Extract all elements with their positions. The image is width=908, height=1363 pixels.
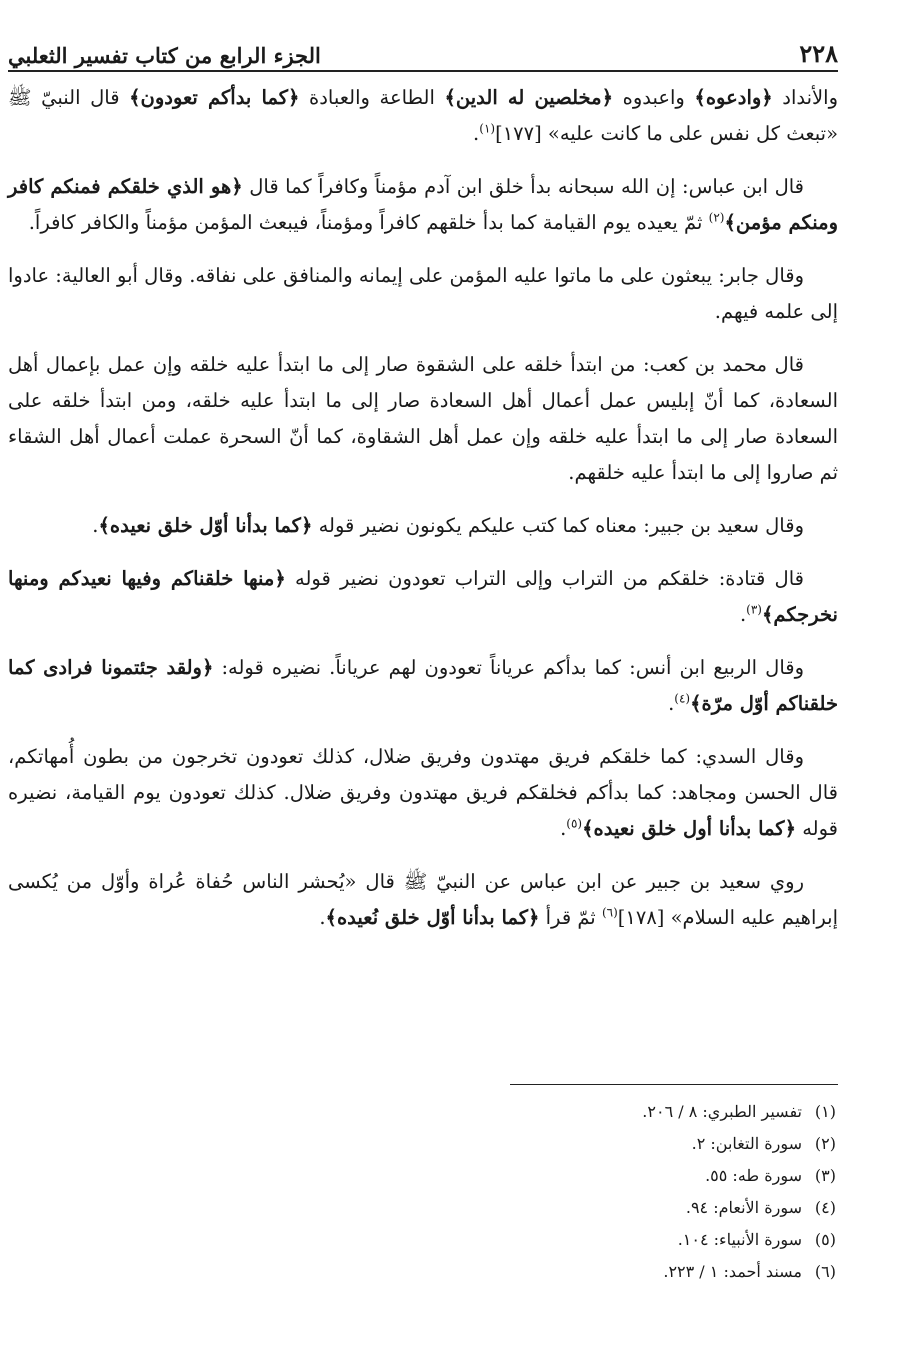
footnotes <box>8 1096 836 1288</box>
footnote-text: سورة التغابن: ٢. <box>691 1134 802 1153</box>
text-run: ثمّ قرأ <box>539 906 602 929</box>
quran-quote: ﴿كما بدأنا أوّل خلق نعيده﴾ <box>98 514 313 537</box>
text-run: قال قتادة: خلقكم من التراب وإلى التراب تعودون نضير قوله <box>285 567 804 590</box>
text-run: واعبدوه <box>613 86 695 109</box>
quran-quote: ﴿هو الذي خلقكم فمنكم كافر ومنكم مؤمن﴾ <box>8 175 838 234</box>
paragraph <box>8 561 838 633</box>
quran-quote: ﴿ولقد جئتمونا فرادى كما خلقناكم أوّل مرّة﴾ <box>8 656 838 715</box>
text-run: وقال السدي: كما خلقكم فريق مهتدون وفريق ضلال، كذلك تعودون تخرجون من بطون أُمهاتكم، قال الحسن ومجاهد: كما بدأكم فخلقكم فريق مهتدون وفريق ضلال. كذلك تعودون يوم القيامة، نضيره قوله <box>8 745 838 840</box>
text-run: ثمّ يعيده يوم القيامة كما بدأ خلقهم كافراً ومؤمناً، فيبعث المؤمن مؤمناً والكافر كافراً. <box>28 211 709 234</box>
quran-quote: ﴿كما بدأكم تعودون﴾ <box>129 86 300 109</box>
footnote-ref: (٦) <box>601 905 618 920</box>
footnote-ref: (٣) <box>746 602 762 617</box>
footnote-item <box>8 1192 836 1224</box>
paragraph <box>8 650 838 722</box>
text-run: وقال الربيع ابن أنس: كما بدأكم عرياناً تعودون لهم عرياناً. نضيره قوله: <box>213 656 804 679</box>
text-run: . <box>319 906 326 929</box>
footnote-number: (١) <box>814 1102 836 1121</box>
page-header <box>8 28 838 68</box>
quran-quote: ﴿وادعوه﴾ <box>694 86 773 109</box>
header-rule <box>8 70 838 72</box>
footnote-number: (٦) <box>814 1262 836 1281</box>
text-run: . <box>560 817 567 840</box>
footnote-item <box>8 1128 836 1160</box>
footnote-ref: (١) <box>479 121 496 136</box>
footnote-item <box>8 1096 836 1128</box>
paragraph <box>8 347 838 491</box>
footnote-number: (٣) <box>814 1166 836 1185</box>
footnote-separator <box>510 1084 838 1085</box>
text-run: قال محمد بن كعب: من ابتدأ خلقه على الشقوة صار إلى ما ابتدأ عليه خلقه وإن عمل بإعمال أهل السعادة، كما أنّ إبليس عمل أعمال أهل السعادة صار إلى ما ابتدأ عليه خلقه، ومن ابتدأ خلقه على السعادة صار إلى ما ابتدأ عليه خلقه وإن عمل أهل الشقاوة، كما أنّ السحرة عملت أعمال أهل الشقاء ثم صاروا إلى ما ابتدأ عليه خلقهم. <box>8 353 838 484</box>
footnote-text: سورة الأنبياء: ١٠٤. <box>677 1230 802 1249</box>
text-run: . <box>739 603 747 626</box>
footnote-ref: (٥) <box>566 816 583 831</box>
text-run: قال النبيّ ﷺ «تبعث كل نفس على ما كانت عليه» [١٧٧] <box>8 86 838 145</box>
text-run: . <box>92 514 99 537</box>
footnote-text: سورة طه: ٥٥. <box>705 1166 802 1185</box>
footnote-number: (٤) <box>814 1198 836 1217</box>
footnote-item <box>8 1160 836 1192</box>
footnote-item <box>8 1256 836 1288</box>
footnote-item <box>8 1224 836 1256</box>
footnote-ref: (٤) <box>674 691 691 706</box>
paragraph <box>8 739 838 847</box>
quran-quote: ﴿منها خلقناكم وفيها نعيدكم ومنها نخرجكم﴾ <box>8 567 838 626</box>
text-run: وقال سعيد بن جبير: معناه كما كتب عليكم يكونون نضير قوله <box>312 514 804 537</box>
paragraph <box>8 169 838 241</box>
main-text <box>8 80 838 953</box>
quran-quote: ﴿مخلصين له الدين﴾ <box>444 86 614 109</box>
footnote-text: سورة الأنعام: ٩٤. <box>685 1198 802 1217</box>
text-run: وقال جابر: يبعثون على ما ماتوا عليه المؤمن على إيمانه والمنافق على نفاقه. وقال أبو العالية: عادوا إلى علمه فيهم. <box>8 264 838 323</box>
footnote-number: (٥) <box>814 1230 836 1249</box>
text-run: . <box>668 692 675 715</box>
text-run: قال ابن عباس: إن الله سبحانه بدأ خلق ابن آدم مؤمناً وكافراً كما قال <box>242 175 805 198</box>
running-title: الجزء الرابع من كتاب تفسير الثعلبي <box>8 43 321 68</box>
footnote-ref: (٢) <box>708 210 725 225</box>
text-run: . <box>473 122 480 145</box>
text-run: روي سعيد بن جبير عن ابن عباس عن النبيّ ﷺ قال «يُحشر الناس حُفاة عُراة وأوّل من يُكسى إبراهيم عليه السلام» [١٧٨] <box>8 870 838 929</box>
quran-quote: ﴿كما بدأنا أول خلق نعيده﴾ <box>582 817 796 840</box>
paragraph <box>8 864 838 936</box>
paragraph <box>8 508 838 544</box>
paragraph <box>8 258 838 330</box>
page-number: ٢٢٨ <box>799 39 838 68</box>
text-run: والأنداد <box>772 86 838 109</box>
footnote-text: مسند أحمد: ١ / ٢٢٣. <box>663 1262 802 1281</box>
paragraph <box>8 80 838 152</box>
quran-quote: ﴿كما بدأنا أوّل خلق نُعيده﴾ <box>325 906 540 929</box>
footnote-text: تفسير الطبري: ٨ / ٢٠٦. <box>642 1102 802 1121</box>
footnote-number: (٢) <box>814 1134 836 1153</box>
text-run: الطاعة والعبادة <box>299 86 445 109</box>
